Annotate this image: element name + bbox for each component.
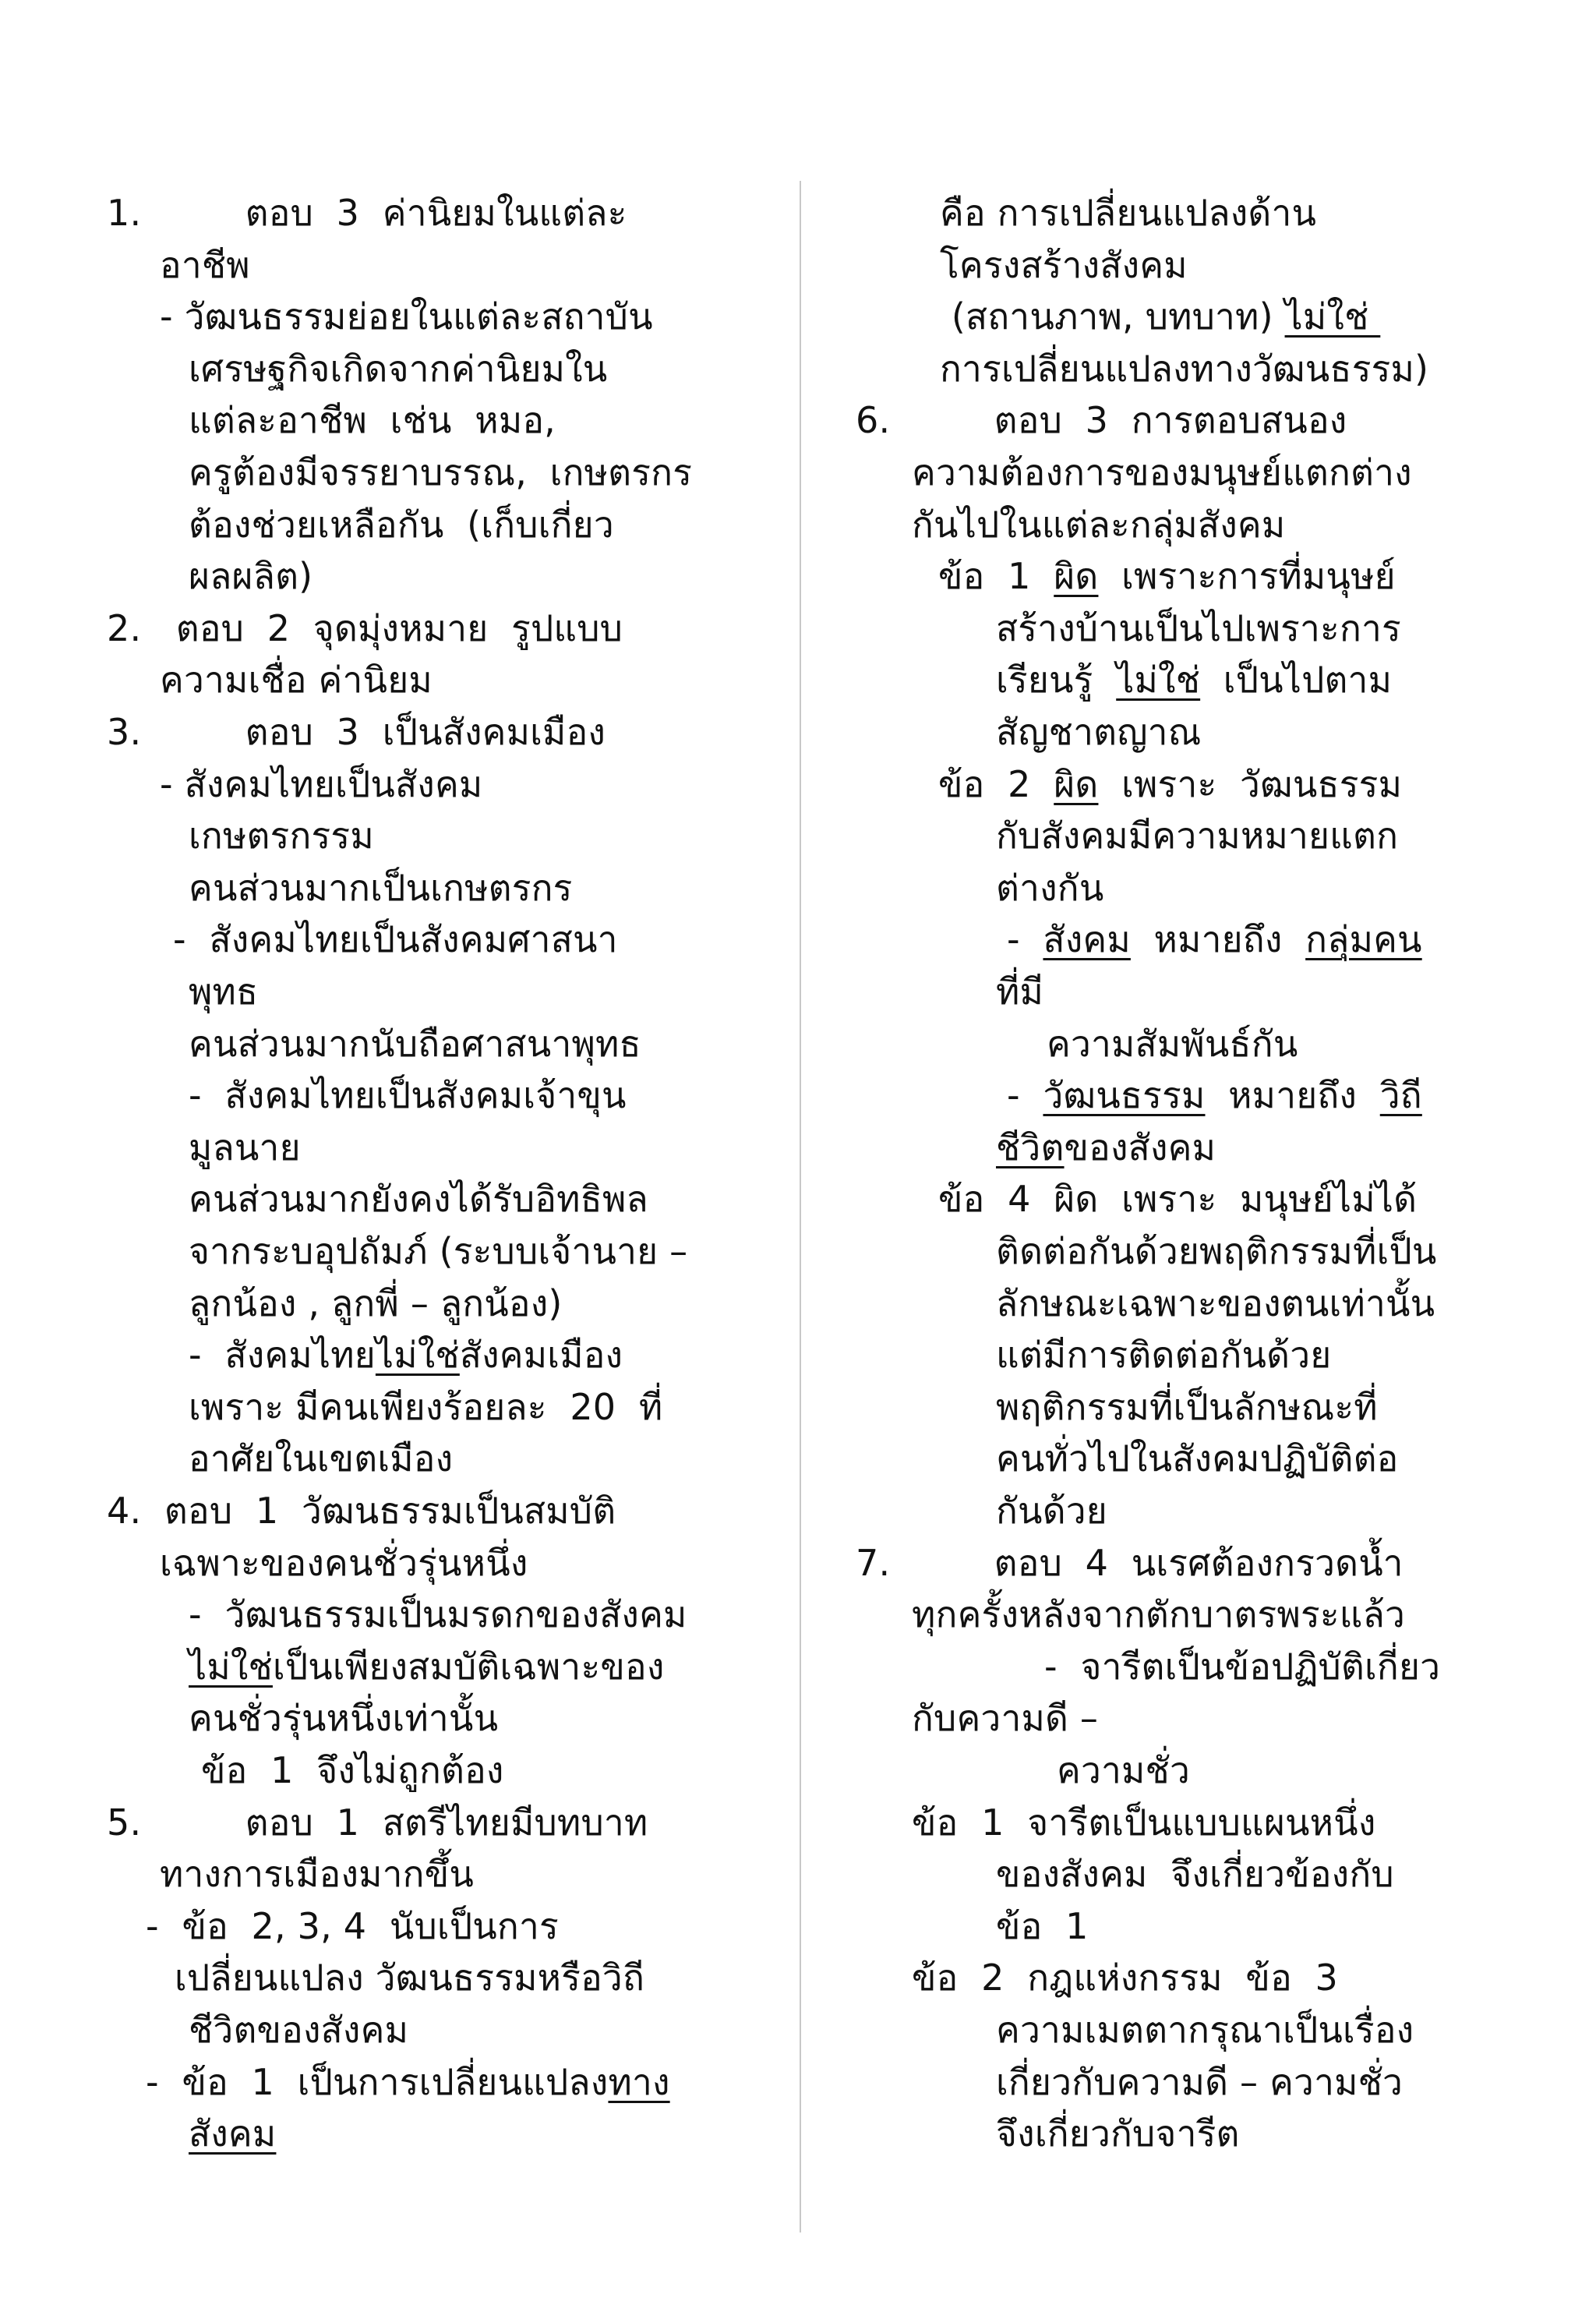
text-segment: ข้อ 1 bbox=[996, 1904, 1089, 1947]
text-line bbox=[107, 1485, 616, 1536]
text-segment: ข้อ 2 กฎแห่งกรรม ข้อ 3 bbox=[912, 1957, 1339, 1999]
text-segment: ติดต่อกันด้วยพฤติกรรมที่เป็น bbox=[996, 1230, 1437, 1272]
text-segment: - จารีตเป็นข้อปฏิบัติเกี่ยว bbox=[1044, 1645, 1441, 1688]
text-line bbox=[189, 1381, 662, 1433]
text-segment: ทางการเมืองมากขึ้น bbox=[160, 1853, 475, 1896]
underlined-text: ชีวิต bbox=[996, 1126, 1065, 1168]
text-line bbox=[189, 1433, 453, 1484]
text-line bbox=[160, 239, 250, 291]
text-segment: ที่มี bbox=[996, 970, 1044, 1013]
text-line bbox=[940, 343, 1428, 394]
text-segment: ครูต้องมีจรรยาบรรณ, เกษตรกร bbox=[189, 451, 693, 493]
text-line bbox=[201, 1745, 504, 1796]
text-line bbox=[996, 966, 1043, 1017]
text-line bbox=[912, 1589, 1405, 1640]
text-line bbox=[912, 1692, 1098, 1744]
text-line bbox=[189, 1589, 687, 1640]
underlined-text: ผิด bbox=[1054, 555, 1099, 598]
text-line bbox=[912, 499, 1285, 550]
text-line bbox=[189, 810, 374, 861]
text-segment: ต้องช่วยเหลือกัน (เก็บเกี่ยว bbox=[189, 503, 614, 546]
text-segment: 1. ตอบ 3 ค่านิยมในแต่ละ bbox=[107, 192, 627, 234]
text-line bbox=[189, 2108, 276, 2159]
text-segment: เศรษฐกิจเกิดจากค่านิยมใน bbox=[189, 347, 608, 390]
text-segment: - ข้อ 2, 3, 4 นับเป็นการ bbox=[146, 1904, 559, 1947]
text-line bbox=[940, 291, 1380, 342]
text-line bbox=[996, 1225, 1437, 1277]
text-line bbox=[189, 550, 312, 602]
text-line bbox=[146, 1900, 559, 1952]
text-line bbox=[856, 1537, 1404, 1589]
text-segment: พฤติกรรมที่เป็นลักษณะที่ bbox=[996, 1385, 1378, 1428]
text-line bbox=[189, 343, 607, 394]
text-line bbox=[107, 603, 623, 654]
text-line bbox=[996, 1329, 1331, 1380]
text-line bbox=[940, 187, 1316, 239]
text-line bbox=[996, 1122, 1216, 1173]
text-line bbox=[996, 1848, 1394, 1900]
text-segment: การเปลี่ยนแปลงทางวัฒนธรรม) bbox=[940, 347, 1429, 390]
text-line bbox=[189, 1692, 498, 1744]
text-segment: ของสังคม จึงเกี่ยวข้องกับ bbox=[996, 1853, 1394, 1896]
text-segment: อาศัยในเขตเมือง bbox=[189, 1437, 454, 1480]
text-line bbox=[173, 914, 618, 965]
text-segment: ลูกน้อง , ลูกพี่ – ลูกน้อง) bbox=[189, 1281, 563, 1324]
text-line bbox=[160, 291, 653, 342]
text-segment: สังคมเมือง bbox=[459, 1334, 623, 1377]
text-line bbox=[189, 1018, 641, 1069]
text-segment: อาชีพ bbox=[160, 243, 250, 286]
text-segment: 6. ตอบ 3 การตอบสนอง bbox=[856, 399, 1347, 442]
text-line bbox=[996, 706, 1202, 758]
text-segment: ข้อ 2 bbox=[938, 762, 1054, 805]
text-line bbox=[160, 654, 433, 705]
text-line bbox=[146, 2056, 670, 2108]
text-segment: - bbox=[1007, 1074, 1043, 1117]
text-segment: ลักษณะเฉพาะของตนเท่านั้น bbox=[996, 1281, 1435, 1324]
text-line bbox=[107, 1797, 648, 1848]
text-segment: โครงสร้างสังคม bbox=[940, 243, 1188, 286]
text-line bbox=[996, 1278, 1435, 1329]
underlined-text: สังคม bbox=[1043, 918, 1131, 961]
text-line bbox=[189, 1329, 623, 1380]
text-segment: เพราะ วัฒนธรรม bbox=[1098, 762, 1403, 805]
text-segment: - bbox=[1007, 918, 1043, 961]
text-segment: คนส่วนมากเป็นเกษตรกร bbox=[189, 866, 573, 909]
text-line bbox=[996, 2108, 1240, 2159]
text-line bbox=[160, 758, 482, 810]
text-line bbox=[996, 862, 1103, 914]
text-segment: ความเชื่อ ค่านิยม bbox=[160, 659, 433, 702]
text-segment: - สังคมไทยเป็นสังคมศาสนา bbox=[173, 918, 618, 961]
underlined-text: วัฒนธรรม bbox=[1043, 1074, 1206, 1117]
text-segment: 5. ตอบ 1 สตรีไทยมีบทบาท bbox=[107, 1801, 648, 1844]
text-segment: ข้อ 1 จารีตเป็นแบบแผนหนึ่ง bbox=[912, 1801, 1376, 1844]
text-line bbox=[912, 1797, 1375, 1848]
text-line bbox=[996, 654, 1392, 705]
text-segment: ความสัมพันธ์กัน bbox=[1047, 1022, 1298, 1065]
text-line bbox=[189, 447, 692, 498]
text-line bbox=[107, 187, 627, 239]
text-segment: ข้อ 1 bbox=[938, 555, 1054, 598]
text-line bbox=[189, 1641, 665, 1692]
text-line bbox=[996, 810, 1398, 861]
text-line bbox=[189, 1173, 648, 1225]
text-segment: จึงเกี่ยวกับจารีต bbox=[996, 2112, 1240, 2155]
underlined-text: กลุ่มคน bbox=[1305, 918, 1422, 961]
text-segment: 3. ตอบ 3 เป็นสังคมเมือง bbox=[107, 711, 606, 753]
text-line bbox=[996, 1433, 1399, 1484]
text-segment: - วัฒนธรรมเป็นมรดกของสังคม bbox=[189, 1593, 687, 1636]
text-segment: กันด้วย bbox=[996, 1490, 1107, 1532]
text-segment: หมายถึง bbox=[1130, 918, 1306, 961]
text-line bbox=[856, 394, 1347, 446]
underlined-text: ผิด bbox=[1054, 762, 1099, 805]
text-segment: คนชั่วรุ่นหนึ่งเท่านั้น bbox=[189, 1697, 499, 1740]
text-segment: เฉพาะของคนชั่วรุ่นหนึ่ง bbox=[160, 1541, 528, 1584]
text-segment: เป็นเพียงสมบัติเฉพาะของ bbox=[272, 1645, 665, 1688]
text-line bbox=[912, 447, 1412, 498]
text-line bbox=[1007, 914, 1422, 965]
text-segment: เป็นไปตาม bbox=[1200, 659, 1393, 702]
text-segment: กันไปในแต่ละกลุ่มสังคม bbox=[912, 503, 1286, 546]
text-line bbox=[940, 239, 1188, 291]
text-segment: เพราะ มีคนเพียงร้อยละ 20 ที่ bbox=[189, 1385, 663, 1428]
text-segment: - สังคมไทย bbox=[189, 1334, 376, 1377]
text-line bbox=[189, 1278, 563, 1329]
text-line bbox=[1044, 1641, 1440, 1692]
text-segment: มูลนาย bbox=[189, 1126, 301, 1168]
text-segment: พุทธ bbox=[189, 970, 259, 1013]
text-segment: แต่มีการติดต่อกันด้วย bbox=[996, 1334, 1332, 1377]
text-segment: แต่ละอาชีพ เช่น หมอ, bbox=[189, 399, 556, 442]
text-line bbox=[938, 1173, 1417, 1225]
text-line bbox=[107, 706, 606, 758]
text-segment: เกษตรกรรม bbox=[189, 815, 374, 857]
text-segment: คนทั่วไปในสังคมปฏิบัติต่อ bbox=[996, 1437, 1399, 1480]
underlined-text: สังคม bbox=[189, 2112, 277, 2155]
text-segment: กับสังคมมีความหมายแตก bbox=[996, 815, 1399, 857]
text-segment: ของสังคม bbox=[1064, 1126, 1216, 1168]
column-divider bbox=[800, 181, 801, 2232]
text-segment: คนส่วนมากยังคงได้รับอิทธิพล bbox=[189, 1178, 648, 1221]
text-segment: คนส่วนมากนับถือศาสนาพุทธ bbox=[189, 1022, 641, 1065]
text-line bbox=[996, 1900, 1089, 1952]
text-line bbox=[996, 2056, 1403, 2108]
text-line bbox=[996, 2004, 1414, 2056]
text-segment: สัญชาตญาณ bbox=[996, 711, 1202, 753]
text-segment: หมายถึง bbox=[1205, 1074, 1380, 1117]
text-line bbox=[1057, 1745, 1190, 1796]
text-line bbox=[938, 550, 1396, 602]
text-line bbox=[189, 1225, 687, 1277]
text-line bbox=[189, 1069, 627, 1121]
text-segment: ต่างกัน bbox=[996, 866, 1104, 909]
text-segment: 2. ตอบ 2 จุดมุ่งหมาย รูปแบบ bbox=[107, 606, 623, 649]
text-line bbox=[938, 758, 1402, 810]
text-segment: จากระบอุปถัมภ์ (ระบบเจ้านาย – bbox=[189, 1230, 688, 1272]
text-segment: เกี่ยวกับความดี – ความชั่ว bbox=[996, 2060, 1404, 2103]
underlined-text: ทาง bbox=[608, 2060, 670, 2103]
text-line bbox=[175, 1952, 644, 2003]
text-line bbox=[189, 2004, 408, 2056]
text-segment: เรียนรู้ bbox=[996, 659, 1117, 702]
text-segment: ทุกครั้งหลังจากตักบาตรพระแล้ว bbox=[912, 1593, 1406, 1636]
underlined-text: ไม่ใช่ bbox=[189, 1645, 273, 1688]
text-segment: ชีวิตของสังคม bbox=[189, 2009, 409, 2051]
text-segment: คือ การเปลี่ยนแปลงด้าน bbox=[940, 192, 1317, 234]
text-line bbox=[189, 499, 614, 550]
text-segment: ผลผลิต) bbox=[189, 555, 313, 598]
underlined-text: ไม่ใช่ bbox=[1284, 295, 1381, 338]
text-segment: (สถานภาพ, บทบาท) bbox=[940, 295, 1285, 338]
text-segment: ความต้องการของมนุษย์แตกต่าง bbox=[912, 451, 1412, 493]
text-line bbox=[160, 1537, 528, 1589]
text-line bbox=[1047, 1018, 1298, 1069]
text-segment: - ข้อ 1 เป็นการเปลี่ยนแปลง bbox=[146, 2060, 609, 2103]
text-segment: - สังคมไทยเป็นสังคม bbox=[160, 762, 483, 805]
text-segment: 7. ตอบ 4 นเรศต้องกรวดน้ำ bbox=[856, 1541, 1404, 1584]
text-segment: ข้อ 1 จึงไม่ถูกต้อง bbox=[201, 1749, 504, 1791]
text-line bbox=[160, 1848, 474, 1900]
text-segment: 4. ตอบ 1 วัฒนธรรมเป็นสมบัติ bbox=[107, 1490, 616, 1532]
underlined-text: ไม่ใช่ bbox=[375, 1334, 460, 1377]
text-segment: ความชั่ว bbox=[1057, 1749, 1191, 1791]
text-line bbox=[996, 603, 1401, 654]
text-segment: สร้างบ้านเป็นไปเพราะการ bbox=[996, 606, 1401, 649]
text-line bbox=[1007, 1069, 1422, 1121]
underlined-text: ไม่ใช่ bbox=[1116, 659, 1201, 702]
text-segment: - สังคมไทยเป็นสังคมเจ้าขุน bbox=[189, 1074, 627, 1117]
text-segment: เพราะการที่มนุษย์ bbox=[1098, 555, 1396, 598]
text-line bbox=[189, 966, 258, 1017]
text-line bbox=[189, 1122, 301, 1173]
text-segment: ข้อ 4 ผิด เพราะ มนุษย์ไม่ได้ bbox=[938, 1178, 1418, 1221]
text-segment: - วัฒนธรรมย่อยในแต่ละสถาบัน bbox=[160, 295, 653, 338]
text-line bbox=[912, 1952, 1338, 2003]
underlined-text: วิถี bbox=[1379, 1074, 1422, 1117]
text-line bbox=[996, 1381, 1378, 1433]
text-segment: ความเมตตากรุณาเป็นเรื่อง bbox=[996, 2009, 1414, 2051]
text-segment: เปลี่ยนแปลง วัฒนธรรมหรือวิถี bbox=[175, 1957, 645, 1999]
text-line bbox=[189, 394, 556, 446]
text-line bbox=[996, 1485, 1107, 1536]
text-line bbox=[189, 862, 573, 914]
text-segment: กับความดี – bbox=[912, 1697, 1099, 1740]
